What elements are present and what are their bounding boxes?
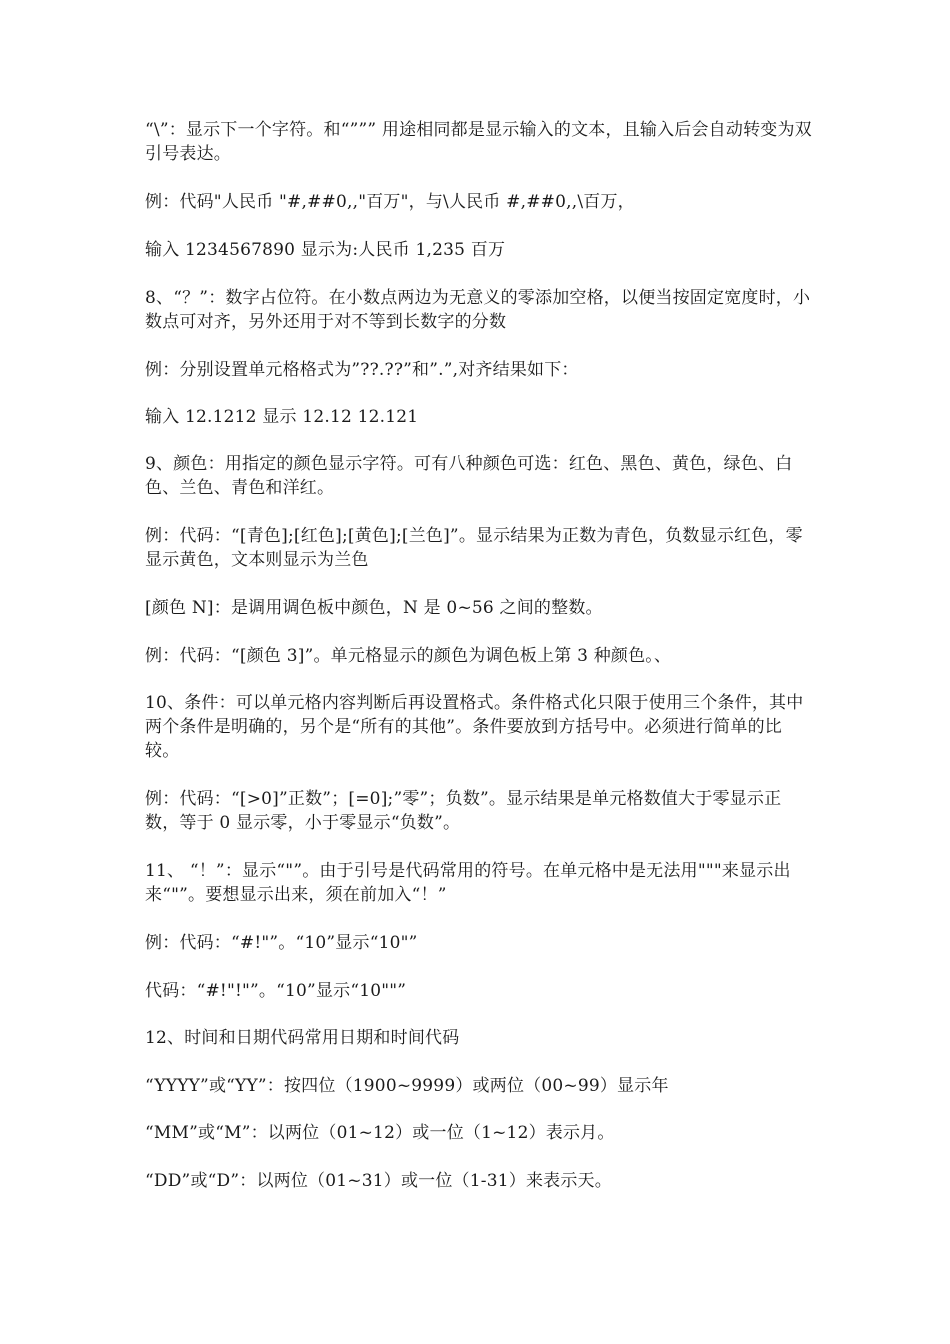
paragraph-color-n: [颜色 N]：是调用调色板中颜色，N 是 0~56 之间的整数。 xyxy=(145,598,603,618)
paragraph-example-rmb-code: 例：代码"人民币 "#,##0,,"百万"，与\人民币 #,##0,,\百万， xyxy=(145,192,635,212)
paragraph-question-mark: 8、“？”：数字占位符。在小数点两边为无意义的零添加空格，以便当按固定宽度时，小数点可对齐，另外还用于对不等到长数字的分数 xyxy=(145,288,811,332)
paragraph-month-code: “MM”或“M”：以两位（01~12）或一位（1~12）表示月。 xyxy=(145,1123,615,1143)
paragraph-example-rmb-result: 输入 1234567890 显示为:人民币 1,235 百万 xyxy=(145,240,506,260)
paragraph-example-align-result: 输入 12.1212 显示 12.12 12.121 xyxy=(145,407,419,427)
paragraph-datetime-heading: 12、时间和日期代码常用日期和时间代码 xyxy=(145,1028,460,1048)
paragraph-condition: 10、条件：可以单元格内容判断后再设置格式。条件格式化只限于使用三个条件，其中两个条件是明确的，另个是“所有的其他”。条件要放到方括号中。必须进行简单的比较。 xyxy=(145,693,804,761)
paragraph-example-align: 例：分别设置单元格格式为”??.??”和”.”,对齐结果如下： xyxy=(145,360,579,380)
paragraph-year-code: “YYYY”或“YY”：按四位（1900~9999）或两位（00~99）显示年 xyxy=(145,1076,669,1096)
paragraph-day-code: “DD”或“D”：以两位（01~31）或一位（1-31）来表示天。 xyxy=(145,1171,612,1191)
paragraph-example-exclamation-2: 代码：“#!"!"”。“10”显示“10""” xyxy=(145,981,407,1001)
paragraph-example-condition: 例：代码：“[>0]”正数”；[=0];”零”；负数”。显示结果是单元格数值大于零显示正数，等于 0 显示零，小于零显示“负数”。 xyxy=(145,789,782,833)
paragraph-example-color: 例：代码：“[青色];[红色];[黄色];[兰色]”。显示结果为正数为青色，负数显示红色，零显示黄色，文本则显示为兰色 xyxy=(145,526,803,570)
paragraph-example-exclamation-1: 例：代码：“#!"”。“10”显示“10"” xyxy=(145,933,418,953)
paragraph-exclamation: 11、 “！”：显示“"”。由于引号是代码常用的符号。在单元格中是无法用"""来显示出来“"”。要想显示出来，须在前加入“！” xyxy=(145,861,791,905)
paragraph-backslash: “\”：显示下一个字符。和“””” 用途相同都是显示输入的文本，且输入后会自动转变为双引号表达。 xyxy=(145,120,812,164)
paragraph-color: 9、颜色：用指定的颜色显示字符。可有八种颜色可选：红色、黑色、黄色，绿色、白色、兰色、青色和洋红。 xyxy=(145,454,793,498)
paragraph-example-color-3: 例：代码：“[颜色 3]”。单元格显示的颜色为调色板上第 3 种颜色。、 xyxy=(145,646,672,666)
